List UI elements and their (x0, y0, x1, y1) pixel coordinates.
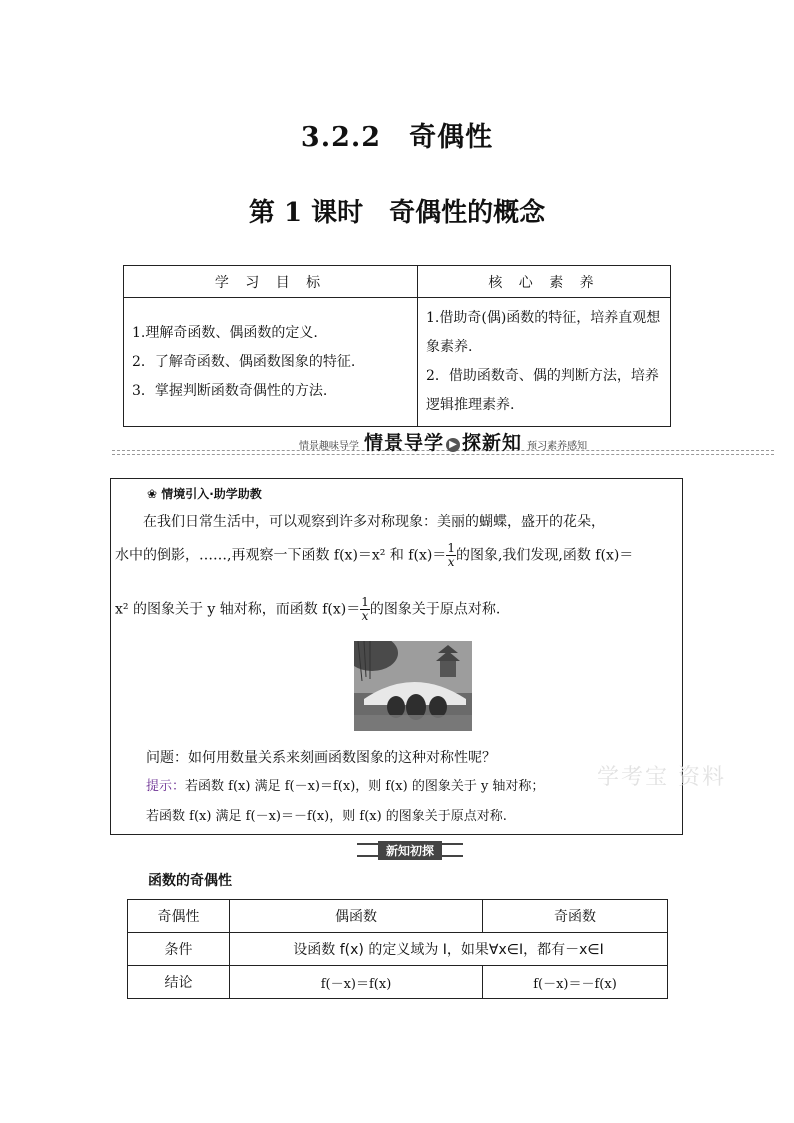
intro-question: 问题：如何用数量关系来刻画函数图象的这种对称性呢？ (146, 750, 496, 766)
even-header: 偶函数 (230, 900, 483, 933)
intro-hint (115, 775, 678, 794)
lesson-title: 第 1 课时 奇偶性的概念 (248, 198, 546, 228)
hint-label: 提示： (146, 779, 186, 794)
odd-header: 奇函数 (483, 900, 668, 933)
even-conclusion: f(－x)＝f(x) (230, 966, 483, 999)
intro-line-2a: 水中的倒影，……,再观察一下函数 f(x)＝x² 和 f(x)＝ (115, 547, 447, 564)
banner-title-right: 探新知 (462, 432, 523, 454)
literacy-cell (418, 298, 671, 427)
parity-header-label: 奇偶性 (128, 900, 230, 933)
frac-num: 1 (361, 595, 369, 609)
intro-line-3b: 的图象关于原点对称. (369, 601, 501, 618)
goal-item: 2．了解奇函数、偶函数图象的特征. (132, 353, 356, 370)
goals-header: 学 习 目 标 (124, 266, 418, 298)
bridge-photo (354, 641, 472, 731)
banner-right-caption: 预习素养感知 (527, 441, 588, 452)
odd-conclusion: f(－x)＝－f(x) (483, 966, 668, 999)
arrow-right-icon: ▶ (446, 438, 460, 452)
new-knowledge-label: 新知初探 (378, 841, 442, 860)
banner-title-left: 情景导学 (363, 432, 444, 454)
objectives-table (123, 265, 671, 427)
banner-left-caption: 情景趣味导学 (298, 441, 359, 452)
goals-cell (124, 298, 418, 427)
literacy-header: 核 心 素 养 (418, 266, 671, 298)
intro-line-2b: 的图象,我们发现,函数 f(x)＝ (455, 547, 634, 564)
conclusion-label: 结论 (128, 966, 230, 999)
fraction-1-over-x (360, 596, 370, 623)
section-title: 3.2.2 奇偶性 (300, 122, 494, 153)
flower-icon: ❀ (147, 487, 158, 501)
fraction-1-over-x (446, 542, 456, 569)
condition-text: 设函数 f(x) 的定义域为 I，如果∀x∈I，都有－x∈I (230, 933, 668, 966)
watermark: 学考宝 资料 (597, 765, 726, 790)
intro-line-2 (115, 542, 678, 569)
intro-hint-2: 若函数 f(x) 满足 f(－x)＝－f(x)，则 f(x) 的图象关于原点对称. (146, 809, 507, 824)
frac-den: x (361, 609, 369, 623)
intro-head (147, 485, 262, 502)
hint-text: 若函数 f(x) 满足 f(－x)＝f(x)，则 f(x) 的图象关于 y 轴对称； (185, 779, 545, 794)
intro-line-3a: x² 的图象关于 y 轴对称，而函数 f(x)＝ (115, 601, 361, 618)
frac-den: x (447, 555, 455, 569)
goal-item: 1.理解奇函数、偶函数的定义. (132, 324, 318, 341)
intro-line-3 (115, 596, 678, 623)
section-banner (112, 428, 774, 458)
frac-num: 1 (447, 541, 455, 555)
goal-item: 3．掌握判断函数奇偶性的方法. (132, 382, 328, 399)
parity-subhead: 函数的奇偶性 (148, 873, 232, 889)
intro-line-1: 在我们日常生活中，可以观察到许多对称现象：美丽的蝴蝶，盛开的花朵， (143, 514, 605, 530)
intro-head-label: 情境引入·助学助教 (161, 487, 262, 501)
literacy-item: 2．借助函数奇、偶的判断方法，培养逻辑推理素养. (426, 368, 659, 413)
literacy-item: 1.借助奇(偶)函数的特征，培养直观想象素养. (426, 310, 661, 355)
new-knowledge-tag (357, 840, 463, 857)
condition-label: 条件 (128, 933, 230, 966)
parity-table (127, 899, 668, 999)
